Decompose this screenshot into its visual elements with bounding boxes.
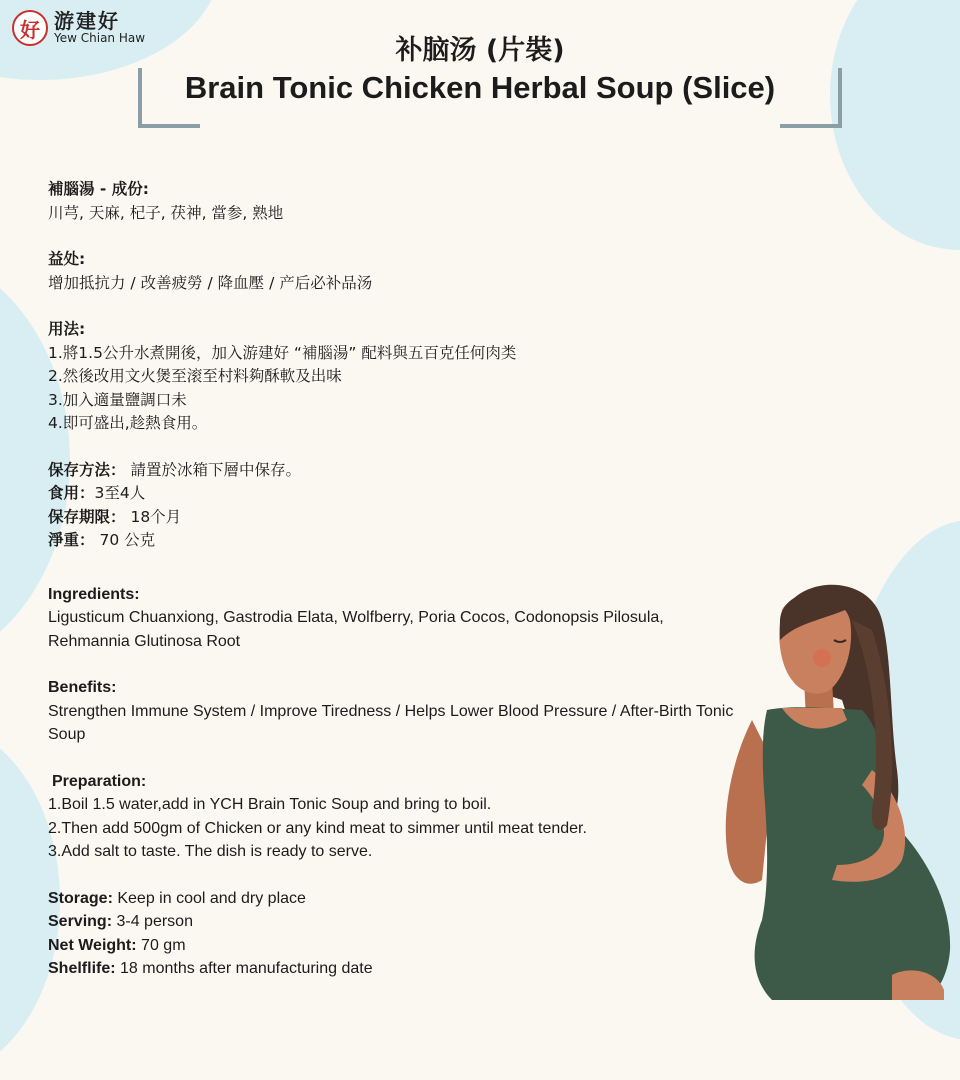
en-shelf-label: Shelflife: bbox=[48, 960, 116, 977]
cn-net-label: 淨重： bbox=[48, 531, 95, 549]
en-shelf-value: 18 months after manufacturing date bbox=[120, 960, 373, 977]
cn-shelf-label: 保存期限： bbox=[48, 507, 126, 526]
cn-ingredients-text: 川芎, 天麻, 杞子, 茯神, 當参, 熟地 bbox=[48, 203, 284, 222]
en-storage-label: Storage: bbox=[48, 889, 113, 907]
cn-serving-value: 3至4人 bbox=[94, 484, 146, 502]
en-preparation-step: 3.Add salt to taste. The dish is ready to serve. bbox=[48, 843, 373, 860]
en-preparation-section bbox=[48, 770, 738, 864]
cn-benefits-heading: 益处: bbox=[48, 250, 86, 268]
en-benefits-text: Strengthen Immune System / Improve Tiredness / Helps Lower Blood Pressure / After-Birth Tonic Soup bbox=[48, 702, 734, 743]
cn-storage-value: 請置於冰箱下層中保存。 bbox=[130, 460, 301, 479]
en-ingredients-section bbox=[48, 583, 738, 654]
cn-usage-step: 1.將1.5公升水煮開後，加入游建好 “補腦湯” 配料與五百克任何肉类 bbox=[48, 343, 517, 362]
cn-usage-step: 3.加入適量鹽調口未 bbox=[48, 390, 187, 409]
cn-ingredients-heading: 補腦湯 - 成份: bbox=[48, 180, 149, 198]
brand-name-cn: 游建好 bbox=[54, 9, 120, 34]
cn-usage-step: 4.即可盛出,趁熱食用。 bbox=[48, 414, 208, 432]
logo-badge: 好 bbox=[12, 10, 48, 46]
en-serving-label: Serving: bbox=[48, 913, 113, 930]
en-net-value: 70 gm bbox=[141, 936, 186, 954]
cn-benefits-section bbox=[48, 248, 738, 295]
title-en: Brain Tonic Chicken Herbal Soup (Slice) bbox=[184, 70, 776, 105]
en-net-label: Net Weight: bbox=[48, 936, 137, 954]
en-serving-value: 3-4 person bbox=[116, 913, 193, 930]
cn-storage-label: 保存方法： bbox=[48, 460, 126, 479]
pregnant-woman-illustration bbox=[722, 580, 960, 1000]
en-block bbox=[48, 583, 738, 981]
title-bracket-right bbox=[780, 68, 842, 128]
en-benefits-heading: Benefits: bbox=[48, 679, 117, 696]
cn-benefits-text: 增加抵抗力 / 改善疲勞 / 降血壓 / 产后必补品汤 bbox=[48, 273, 373, 292]
cn-net-value: 70 公克 bbox=[99, 531, 156, 549]
en-ingredients-heading: Ingredients: bbox=[48, 585, 140, 603]
cn-info-section bbox=[48, 459, 738, 553]
cn-serving-label: 食用： bbox=[48, 484, 95, 502]
title-cn: 补脑汤 (片裝) bbox=[395, 35, 565, 66]
en-info-section bbox=[48, 887, 738, 981]
cn-usage-section bbox=[48, 318, 738, 436]
en-benefits-section bbox=[48, 676, 738, 747]
content bbox=[48, 178, 738, 1004]
brand-name-en: Yew Chian Haw bbox=[54, 31, 146, 46]
en-ingredients-text: Ligusticum Chuanxiong, Gastrodia Elata, Wolfberry, Poria Cocos, Codonopsis Pilosula, Rehmannia Glutinosa Root bbox=[48, 609, 664, 650]
en-preparation-step: 1.Boil 1.5 water,add in YCH Brain Tonic Soup and bring to boil. bbox=[48, 796, 492, 813]
cn-usage-step: 2.然後改用文火煲至滚至村料夠酥軟及出味 bbox=[48, 367, 342, 385]
en-preparation-heading: Preparation: bbox=[52, 772, 147, 790]
en-storage-value: Keep in cool and dry place bbox=[117, 889, 306, 907]
en-preparation-step: 2.Then add 500gm of Chicken or any kind meat to simmer until meat tender. bbox=[48, 819, 587, 837]
cn-ingredients-section bbox=[48, 178, 738, 225]
cn-shelf-value: 18个月 bbox=[130, 507, 182, 526]
cn-usage-heading: 用法: bbox=[48, 320, 86, 338]
title-bracket-left bbox=[138, 68, 200, 128]
